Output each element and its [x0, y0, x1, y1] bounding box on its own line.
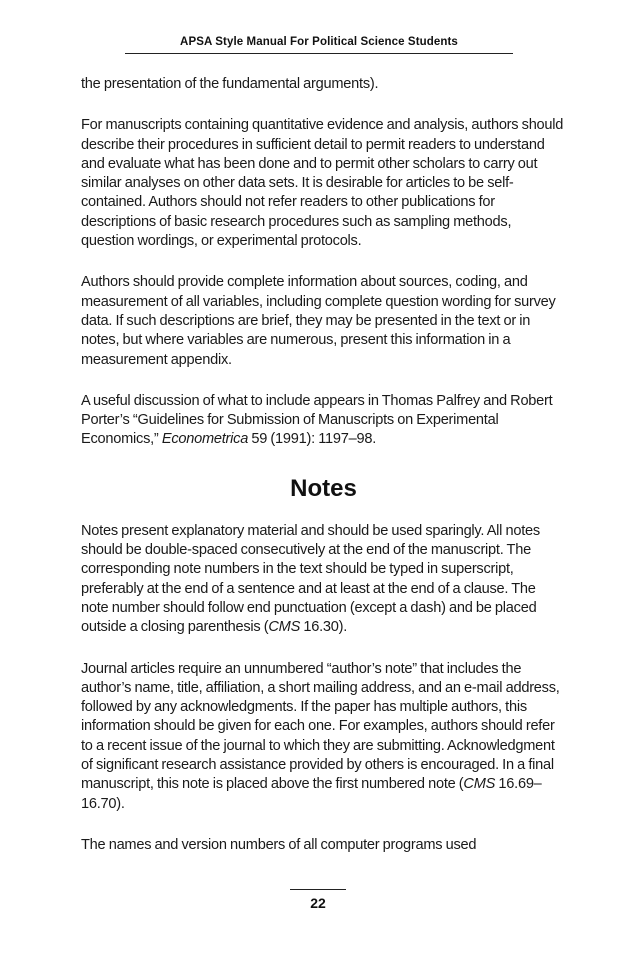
paragraph-continuation: the presentation of the fundamental arguments).: [81, 76, 379, 92]
notes-text: Notes present explanatory material and should be used sparingly. All notes should be double-spaced consecutively at the end of the manuscript. The corresponding note numbers in the text should be typed in superscript, preferably at the end of a sentence and at least at the end of a clause. The note number should follow end punctuation (except a dash) and be placed outside a closing parenthesis (: [81, 522, 540, 636]
paragraph-useful-discussion: [81, 392, 566, 450]
authors-note-text: Journal articles require an unnumbered “author’s note” that includes the author’s name, title, affiliation, a short mailing address, and an e-mail address, followed by any acknowledgments. If the paper has multiple authors, this information should be given for each one. For examples, authors should refer to a recent issue of the journal to which they are submitting. Acknowledgment of significant research assistance provided by others is encouraged. In a final manuscript, this note is placed above the first numbered note (: [81, 660, 560, 793]
header-rule: [125, 53, 513, 54]
paragraph-quantitative-evidence: For manuscripts containing quantitative evidence and analysis, authors should describe their procedures in sufficient detail to permit readers to understand and evaluate what has been done and to permit other scholars to carry out similar analyses on other data sets. It is desirable for articles to be self-contained. Authors should not refer readers to other publications for descriptions of basic research procedures such as sampling methods, question wordings, or experimental protocols.: [81, 117, 564, 250]
cms-section: 16.30).: [300, 619, 348, 636]
cms-reference: CMS: [463, 776, 496, 793]
paragraph-variables-information: Authors should provide complete information about sources, coding, and measurement of all variables, including complete question wording for survey data. If such descriptions are brief, they may be presented in the text or in notes, but where variables are numerous, present this information in a measurement appendix.: [81, 274, 556, 368]
paragraph-computer-programs: The names and version numbers of all computer programs used: [81, 836, 477, 853]
body-text: [81, 75, 566, 877]
running-header: APSA Style Manual For Political Science Students: [180, 36, 458, 48]
page-number: 22: [310, 895, 326, 911]
journal-title: Econometrica: [161, 431, 249, 448]
paragraph-notes-explanation: [81, 522, 566, 638]
cms-reference: CMS: [268, 619, 301, 636]
footer-rule: [290, 889, 346, 890]
citation-text: A useful discussion of what to include appears in Thomas Palfrey and Robert Porter’s “Guidelines for Submission of Manuscripts on Experimental Economics,”: [81, 392, 553, 448]
paragraph-authors-note: [81, 660, 566, 814]
section-heading-notes: Notes: [290, 474, 357, 502]
citation-details: 59 (1991): 1197–98.: [248, 431, 376, 448]
cms-section: 16.69–16.70).: [81, 776, 542, 812]
